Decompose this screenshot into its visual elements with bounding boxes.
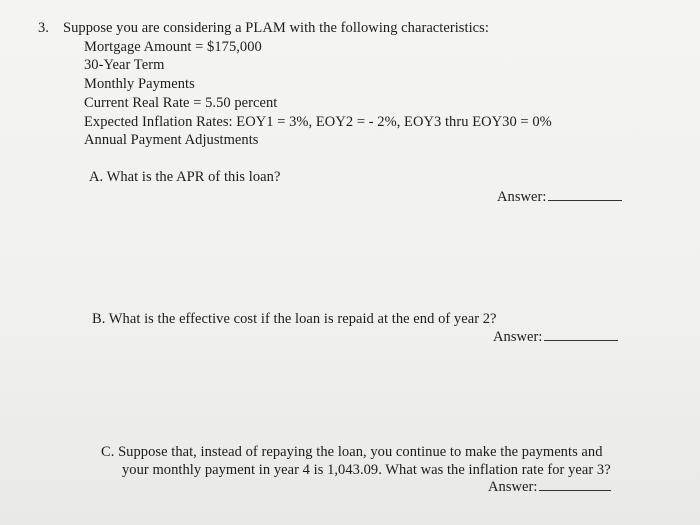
part-c-answer <box>488 478 611 496</box>
part-a-question: A. What is the APR of this loan? <box>89 169 281 185</box>
characteristic-inflation-rates: Expected Inflation Rates: EOY1 = 3%, EOY2 = - 2%, EOY3 thru EOY30 = 0% <box>84 114 552 130</box>
characteristic-real-rate: Current Real Rate = 5.50 percent <box>84 95 278 111</box>
characteristic-payments: Monthly Payments <box>84 76 195 92</box>
part-b-answer-blank[interactable] <box>544 328 618 341</box>
question-number: 3. <box>38 20 49 36</box>
part-b-answer-label: Answer: <box>493 329 543 345</box>
part-c-question-line1: C. Suppose that, instead of repaying the loan, you continue to make the payments and <box>101 444 603 460</box>
characteristic-term: 30-Year Term <box>84 57 165 73</box>
part-b-question: B. What is the effective cost if the loan is repaid at the end of year 2? <box>92 311 497 327</box>
characteristic-mortgage-amount: Mortgage Amount = $175,000 <box>84 39 262 55</box>
part-c-question-line2: your monthly payment in year 4 is 1,043.09. What was the inflation rate for year 3? <box>122 462 611 478</box>
part-c-answer-label: Answer: <box>488 479 538 495</box>
characteristic-adjustments: Annual Payment Adjustments <box>84 132 259 148</box>
part-b-answer <box>493 328 618 346</box>
part-a-answer-label: Answer: <box>497 189 547 205</box>
question-intro: Suppose you are considering a PLAM with the following characteristics: <box>63 20 489 36</box>
part-c-answer-blank[interactable] <box>539 478 611 491</box>
part-a-answer-blank[interactable] <box>548 188 622 201</box>
part-a-answer <box>497 188 622 206</box>
